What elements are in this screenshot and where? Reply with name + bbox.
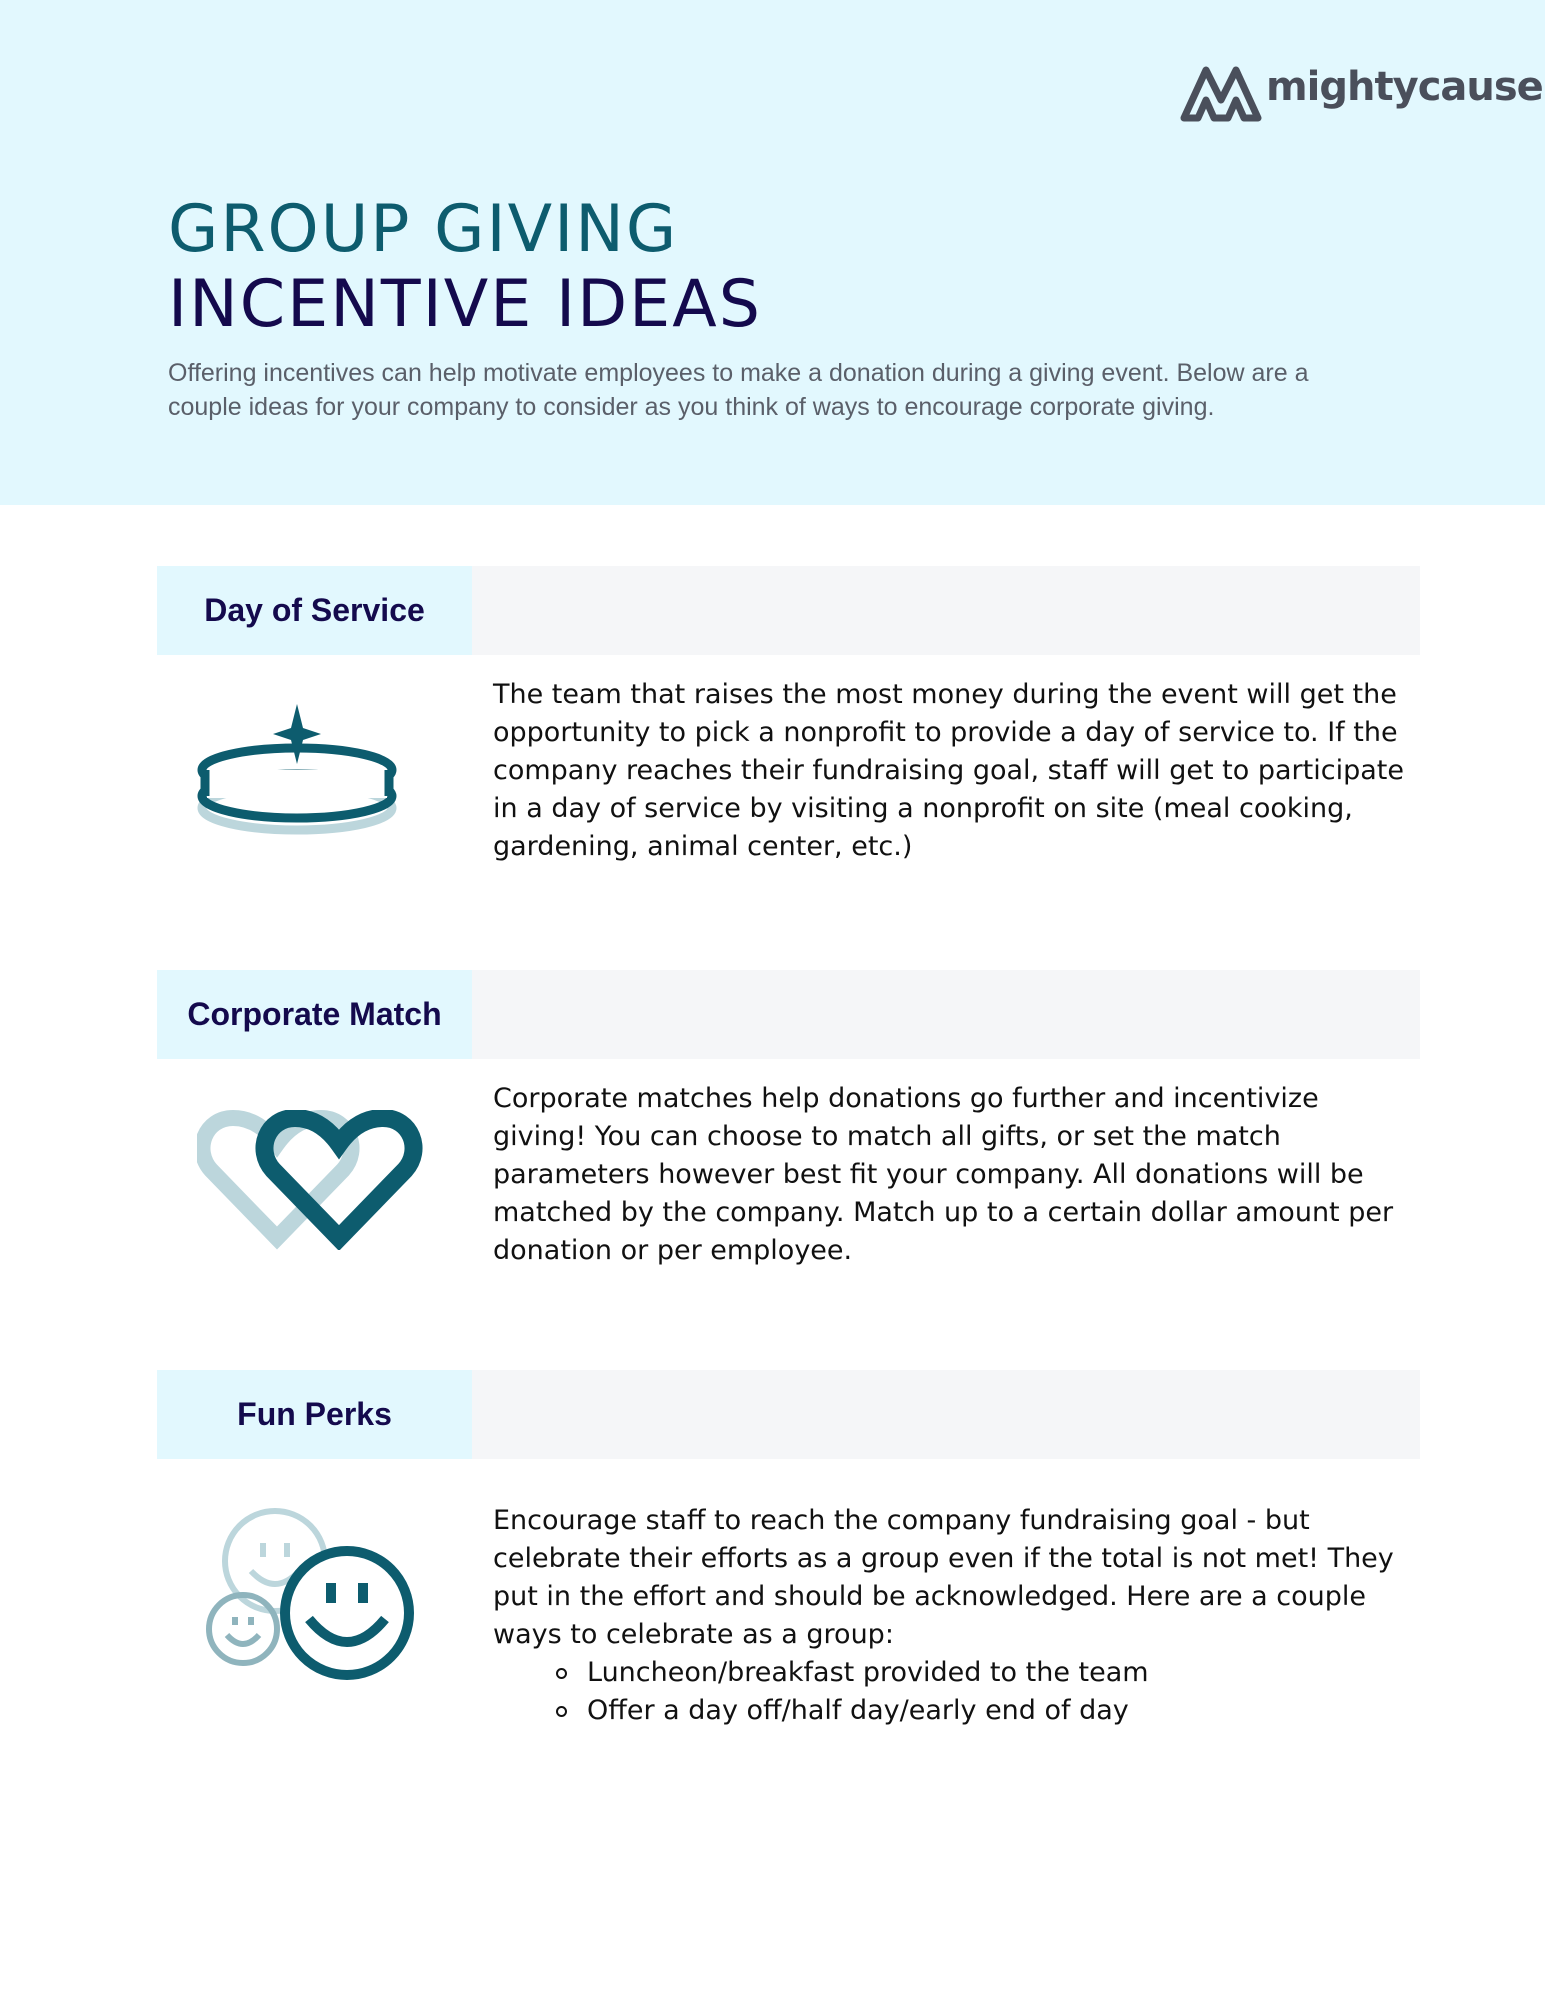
section-paragraph: Encourage staff to reach the company fundraising goal - but celebrate their efforts as a group even if the total is not met! They put in the effort and should be acknowledged. Here are a couple ways to celebrate as a group:	[493, 1505, 1394, 1650]
section-tab	[157, 1370, 472, 1459]
section-title: Corporate Match	[187, 996, 442, 1032]
pedestal-sparkle-icon	[197, 698, 407, 852]
section-paragraph: Corporate matches help donations go further and incentivize giving! You can choose to match all gifts, or set the match parameters however best fit your company. All donations will be matched by the company. Match up to a certain dollar amount per donation or per employee.	[493, 1083, 1394, 1266]
mountain-logo-icon	[1180, 62, 1262, 122]
header-banner	[0, 0, 1545, 505]
section-title: Fun Perks	[237, 1396, 392, 1432]
list-item: Offer a day off/half day/early end of day	[587, 1692, 1408, 1730]
section-body	[493, 676, 1408, 866]
title-line-1: GROUP GIVING	[168, 192, 679, 267]
section-paragraph: The team that raises the most money during the event will get the opportunity to pick a nonprofit to provide a day of service to. If the company reaches their fundraising goal, staff will get to participate in a day of service by visiting a nonprofit on site (meal cooking, gardening, animal center, etc.)	[493, 679, 1404, 862]
title-line-2: INCENTIVE IDEAS	[168, 267, 762, 342]
list-item: Luncheon/breakfast provided to the team	[587, 1654, 1408, 1692]
intro-text: Offering incentives can help motivate employees to make a donation during a giving event. Below are a couple ideas for your company to consider as you think of ways to encourage corporate giving.	[168, 359, 1309, 421]
section-body	[493, 1080, 1408, 1270]
section-tab	[157, 970, 472, 1059]
section-tab	[157, 566, 472, 655]
section-body	[493, 1502, 1408, 1730]
brand-name: mightycause	[1266, 64, 1543, 110]
perk-list	[493, 1654, 1408, 1730]
page-title	[168, 192, 762, 342]
smiley-faces-icon	[197, 1505, 437, 1689]
two-hearts-icon	[197, 1110, 427, 1254]
section-title: Day of Service	[204, 592, 425, 628]
